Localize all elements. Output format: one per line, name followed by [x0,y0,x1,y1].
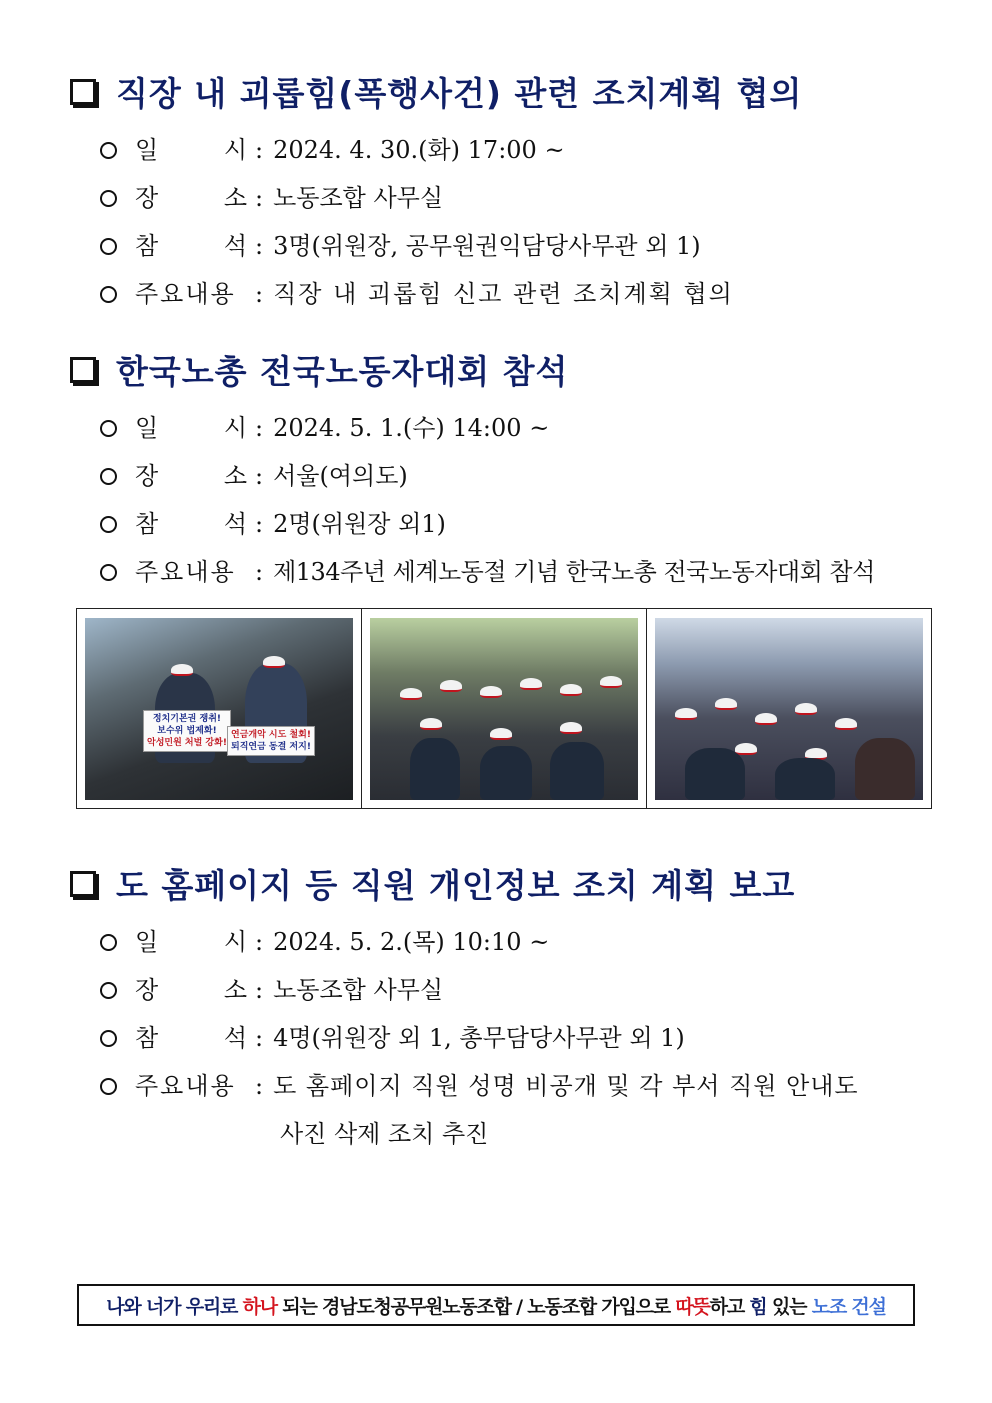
row-label: 장 소 [135,976,247,1004]
info-row: 일 시 : 2024. 5. 1.(수) 14:00 ~ [100,408,549,443]
slogan-part: 따뜻 [675,1295,710,1318]
info-row: 주요내용 : 제134주년 세계노동절 기념 한국노총 전국노동자대회 참석 [100,552,875,587]
protest-sign: 연금개악 시도 철회! 퇴직연금 동결 저지! [227,726,315,756]
row-label: 주요내용 [135,1072,236,1100]
row-label: 일 시 [135,414,247,442]
circle-bullet-icon [100,468,117,485]
row-value: 2024. 5. 2.(목) 10:10 ~ [273,928,550,956]
checkbox-icon [70,79,96,105]
circle-bullet-icon [100,982,117,999]
checkbox-icon [70,871,96,897]
section-title: 도 홈페이지 등 직원 개인정보 조치 계획 보고 [116,866,796,905]
circle-bullet-icon [100,516,117,533]
row-label: 참 석 [135,510,247,538]
info-row: 주요내용 : 도 홈페이지 직원 성명 비공개 및 각 부서 직원 안내도 [100,1066,859,1101]
info-row: 참 석 : 3명(위원장, 공무원권익담당사무관 외 1) [100,226,701,261]
row-label: 장 소 [135,462,247,490]
row-value: 노동조합 사무실 [273,976,444,1004]
row-value: 2024. 5. 1.(수) 14:00 ~ [273,414,550,442]
slogan-part: 하고 [709,1295,750,1318]
section-heading-1 [70,68,802,115]
info-row: 장 소 : 노동조합 사무실 [100,178,443,213]
row-value: 2명(위원장 외1) [273,510,446,538]
circle-bullet-icon [100,286,117,303]
section-title: 한국노총 전국노동자대회 참석 [116,352,569,391]
circle-bullet-icon [100,238,117,255]
row-label: 장 소 [135,184,247,212]
circle-bullet-icon [100,1078,117,1095]
circle-bullet-icon [100,564,117,581]
slogan-part: 되는 경남도청공무원노동조합 / 노동조합 가입으로 [276,1295,676,1318]
section-heading-2 [70,346,568,393]
circle-bullet-icon [100,420,117,437]
row-label: 참 석 [135,232,247,260]
row-label: 참 석 [135,1024,247,1052]
circle-bullet-icon [100,190,117,207]
circle-bullet-icon [100,1030,117,1047]
checkbox-icon [70,357,96,383]
row-value: 직장 내 괴롭힘 신고 관련 조치계획 협의 [273,280,734,308]
circle-bullet-icon [100,934,117,951]
info-row: 장 소 : 노동조합 사무실 [100,970,443,1005]
photo-cell [77,609,362,808]
rally-photo [655,618,923,800]
row-value: 도 홈페이지 직원 성명 비공개 및 각 부서 직원 안내도 [273,1072,859,1100]
row-value: 4명(위원장 외 1, 총무담당사무관 외 1) [273,1024,685,1052]
row-value-continuation: 사진 삭제 조치 추진 [280,1120,489,1148]
row-label: 일 시 [135,136,247,164]
slogan-box [77,1284,915,1326]
row-label: 일 시 [135,928,247,956]
photo-strip [76,608,932,809]
row-label: 주요내용 [135,280,236,308]
info-row: 장 소 : 서울(여의도) [100,456,408,491]
info-row: 일 시 : 2024. 4. 30.(화) 17:00 ~ [100,130,565,165]
slogan-part: 하나 [242,1295,277,1318]
rally-photo [85,618,353,800]
info-row: 일 시 : 2024. 5. 2.(목) 10:10 ~ [100,922,549,957]
photo-cell [362,609,647,808]
slogan-part: 노조 건설 [811,1295,886,1318]
row-label: 주요내용 [135,558,236,586]
circle-bullet-icon [100,142,117,159]
row-value: 노동조합 사무실 [273,184,444,212]
info-row: 참 석 : 2명(위원장 외1) [100,504,446,539]
row-value: 3명(위원장, 공무원권익담당사무관 외 1) [273,232,701,260]
slogan-part: 힘 [749,1295,767,1318]
rally-photo [370,618,638,800]
info-row: 주요내용 : 직장 내 괴롭힘 신고 관련 조치계획 협의 [100,274,734,309]
row-value: 서울(여의도) [273,462,408,490]
section-title: 직장 내 괴롭힘(폭행사건) 관련 조치계획 협의 [116,74,803,113]
slogan-part: 나와 너가 우리로 [106,1295,243,1318]
photo-cell [647,609,931,808]
slogan-part: 있는 [766,1295,812,1318]
info-row: 참 석 : 4명(위원장 외 1, 총무담당사무관 외 1) [100,1018,685,1053]
row-value: 2024. 4. 30.(화) 17:00 ~ [273,136,565,164]
section-heading-3 [70,860,795,907]
row-value: 제134주년 세계노동절 기념 한국노총 전국노동자대회 참석 [273,558,875,586]
protest-sign: 정치기본권 쟁취! 보수위 법제화! 악성민원 처벌 강화! [143,710,231,752]
